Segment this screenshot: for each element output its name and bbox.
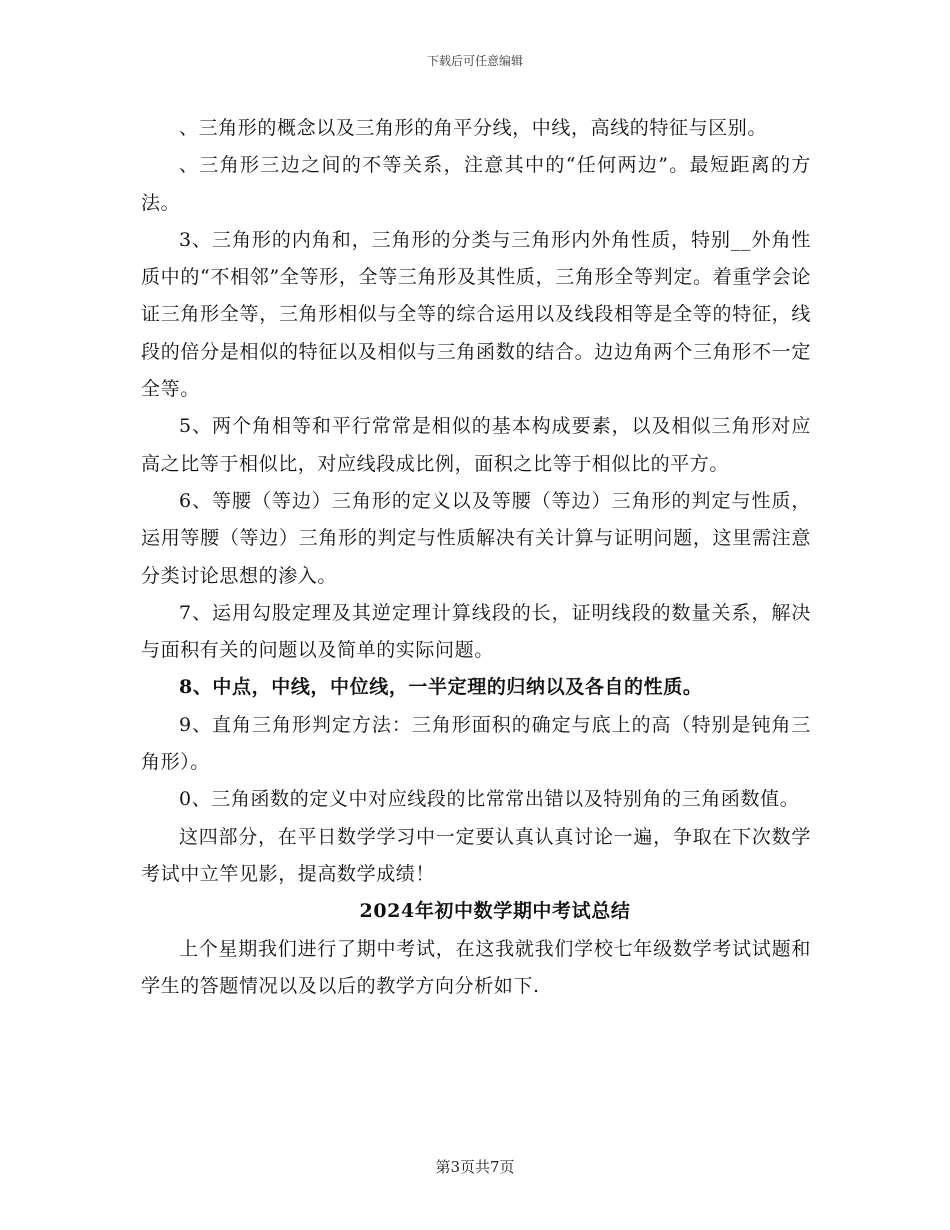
paragraph-triangle-concepts: 、三角形的概念以及三角形的角平分线，中线，高线的特征与区别。 <box>179 117 768 139</box>
paragraph-similarity: 5、两个角相等和平行常常是相似的基本构成要素，以及相似三角形对应高之比等于相似比，对应线段成比例，面积之比等于相似比的平方。 <box>141 415 811 475</box>
paragraph-congruence: 3、三角形的内角和，三角形的分类与三角形内外角性质，特别__外角性质中的“不相邻”全等形，全等三角形及其性质，三角形全等判定。着重学会论证三角形全等，三角形相似与全等的综合运用以及线段相等是全等的特征，线段的倍分是相似的特征以及相似与三角函数的结合。边边角两个三角形不一定全等。 <box>141 228 811 401</box>
paragraph-right-triangle: 9、直角三角形判定方法：三角形面积的确定与底上的高（特别是钝角三角形）。 <box>141 713 811 774</box>
document-body <box>141 110 811 1005</box>
paragraph-pythagorean: 7、运用勾股定理及其逆定理计算线段的长，证明线段的数量关系，解决与面积有关的问题以及简单的实际问题。 <box>141 601 811 662</box>
section-intro: 上个星期我们进行了期中考试，在这我就我们学校七年级数学考试试题和学生的答题情况以及以后的教学方向分析如下. <box>141 937 811 997</box>
paragraph-trig-functions: 0、三角函数的定义中对应线段的比常常出错以及特别角的三角函数值。 <box>179 788 800 811</box>
paragraph-conclusion: 这四部分，在平日数学学习中一定要认真认真讨论一遍，争取在下次数学考试中立竿见影，提高数学成绩！ <box>141 825 811 885</box>
page-header: 下载后可任意编辑 <box>426 54 523 68</box>
paragraph-triangle-inequality: 、三角形三边之间的不等关系，注意其中的“任何两边”。最短距离的方法。 <box>141 154 811 214</box>
page-footer: 第3页共7页 <box>435 1158 515 1176</box>
paragraph-midpoint: 8、中点，中线，中位线，一半定理的归纳以及各自的性质。 <box>179 676 703 699</box>
section-title: 2024年初中数学期中考试总结 <box>359 900 631 923</box>
paragraph-isosceles: 6、等腰（等边）三角形的定义以及等腰（等边）三角形的判定与性质，运用等腰（等边）三角形的判定与性质解决有关计算与证明问题，这里需注意分类讨论思想的渗入。 <box>141 489 811 587</box>
